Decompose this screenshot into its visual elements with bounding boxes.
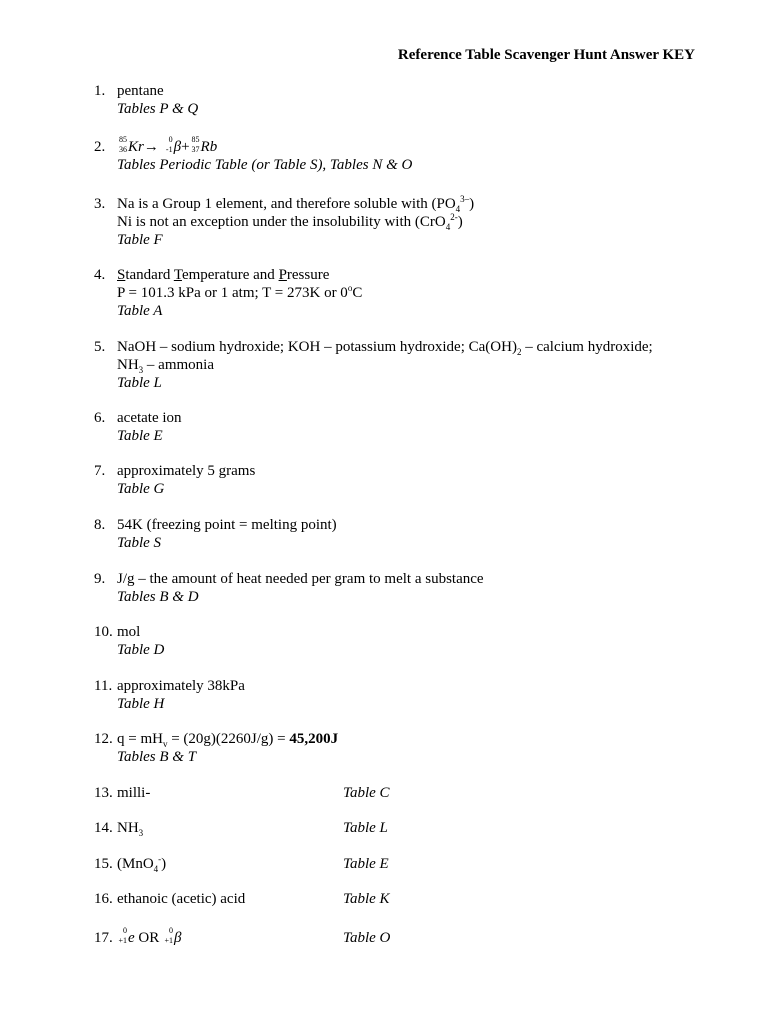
- table-reference: Table L: [343, 820, 388, 836]
- answer-item-10: [94, 623, 734, 659]
- table-reference: Table A: [117, 303, 163, 319]
- item-number: 1.: [94, 83, 106, 99]
- answer-item-4: [94, 266, 734, 320]
- table-reference: Table L: [117, 375, 162, 391]
- answer-text: approximately 5 grams: [117, 463, 256, 479]
- answer-text: ethanoic (acetic) acid: [117, 891, 246, 907]
- table-reference: Table G: [117, 481, 165, 497]
- answer-line-1: NaOH – sodium hydroxide; KOH – potassium hydroxide; $Ca(OH)_2$ – calcium hydroxide;: [117, 339, 653, 357]
- answer-item-8: [94, 516, 734, 552]
- kr-notation: 85 36: [119, 135, 127, 154]
- item-number: 3.: [94, 196, 106, 212]
- rb-notation: 85 37: [191, 135, 200, 154]
- answer-item-9: [94, 570, 734, 606]
- answer-item-6: [94, 409, 734, 445]
- positron-e-notation: 0 +1: [118, 926, 127, 945]
- table-reference: Tables B & T: [117, 749, 197, 765]
- answer-item-11: [94, 677, 734, 713]
- item-number: 15.: [94, 856, 113, 872]
- reaction-arrow: →: [143, 139, 159, 155]
- item-number: 13.: [94, 785, 113, 801]
- answer-text: $NH_3$: [117, 820, 144, 838]
- table-reference: Table E: [117, 428, 163, 444]
- answer-text: acetate ion: [117, 410, 182, 426]
- table-reference: Tables Periodic Table (or Table S), Tables N & O: [117, 157, 413, 173]
- table-reference: Table H: [117, 696, 165, 712]
- item-number: 7.: [94, 463, 106, 479]
- kr-symbol: Kr: [128, 139, 144, 155]
- item-number: 10.: [94, 624, 113, 640]
- item-number: 9.: [94, 571, 106, 587]
- heat-equation: $q = mH_v = (20g)(2260J/g) = 45,200J$: [117, 731, 339, 749]
- item-number: 5.: [94, 339, 106, 355]
- table-reference: Table S: [117, 535, 162, 551]
- answer-item-13: [94, 784, 734, 802]
- table-reference: Tables B & D: [117, 589, 199, 605]
- e-symbol: e: [128, 930, 135, 946]
- answer-item-12: [94, 730, 734, 766]
- answer-item-15: [94, 855, 734, 873]
- stp-values: P = 101.3 kPa or 1 atm; T = 273K or 0$^o$C: [117, 283, 363, 301]
- answer-item-17: [94, 926, 734, 947]
- table-reference: Table C: [343, 785, 390, 801]
- table-reference: Table O: [343, 930, 391, 946]
- answer-line-2: Ni is not an exception under the insolubility with (CrO$_4^{2-}$): [117, 212, 463, 232]
- answer-line-1: Na is a Group 1 element, and therefore soluble with $(PO_4^{3-})$: [117, 194, 475, 214]
- item-number: 11.: [94, 678, 113, 694]
- beta-symbol: β: [173, 139, 182, 155]
- answer-item-5: [94, 338, 734, 392]
- answer-item-1: [94, 82, 734, 118]
- item-number: 12.: [94, 731, 113, 747]
- answer-item-16: [94, 890, 734, 908]
- table-reference: Table F: [117, 232, 163, 248]
- positron-beta-notation: 0 +1: [164, 926, 174, 945]
- item-number: 2.: [94, 139, 106, 155]
- item-number: 4.: [94, 267, 106, 283]
- stp-definition: Standard Temperature and Pressure: [117, 267, 330, 283]
- table-reference: Table E: [343, 856, 389, 872]
- answer-line-2: $NH_3$ – ammonia: [117, 357, 214, 375]
- answer-text: milli-: [117, 785, 151, 801]
- table-reference: Tables P & Q: [117, 101, 199, 117]
- item-number: 17.: [94, 930, 113, 946]
- plus-sign: +: [181, 139, 190, 155]
- page-title: Reference Table Scavenger Hunt Answer KEY: [397, 47, 695, 63]
- item-number: 8.: [94, 517, 106, 533]
- answer-item-2: [94, 135, 734, 174]
- item-number: 16.: [94, 891, 113, 907]
- positron-notation: [117, 926, 182, 946]
- answer-item-14: [94, 819, 734, 837]
- answer-text: 54K (freezing point = melting point): [117, 517, 337, 533]
- answer-text: approximately 38kPa: [117, 678, 245, 694]
- beta-symbol: β: [174, 930, 182, 946]
- table-reference: Table D: [117, 642, 165, 658]
- equation-result: 45,200J: [289, 731, 339, 747]
- item-number: 6.: [94, 410, 106, 426]
- nuclear-equation: [117, 135, 734, 156]
- answer-text: pentane: [117, 83, 164, 99]
- answer-item-7: [94, 462, 734, 498]
- rb-symbol: Rb: [200, 139, 218, 155]
- item-number: 14.: [94, 820, 113, 836]
- table-reference: Table K: [343, 891, 390, 907]
- answer-text: mol: [117, 624, 141, 640]
- or-text: OR: [138, 930, 160, 946]
- answer-text: (MnO$_4$-): [117, 854, 167, 874]
- answer-item-3: [94, 195, 734, 249]
- answer-text: J/g – the amount of heat needed per gram to melt a substance: [117, 571, 484, 587]
- beta-notation: 0 -1: [165, 135, 173, 154]
